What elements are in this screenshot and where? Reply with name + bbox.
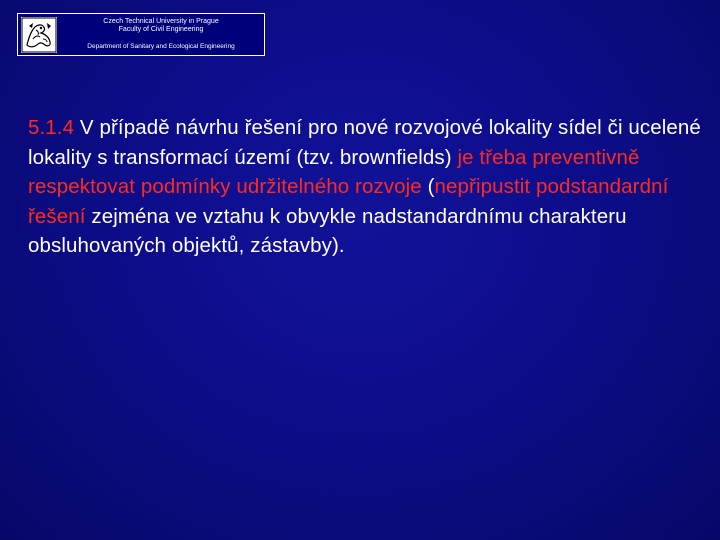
main-paragraph: [28, 113, 708, 261]
faculty-name: Faculty of Civil Engineering: [118, 26, 204, 33]
paragraph-text-3: zejména ve vztahu k obvykle nadstandardnímu charakteru obsluhovaných objektů, zástavby).: [28, 204, 627, 257]
section-number: 5.1.4: [28, 116, 75, 139]
paragraph-text-2: (: [421, 175, 435, 198]
university-seal-icon: [21, 17, 57, 53]
highlight-substandard: nepřipustit podstandardní řešení: [28, 175, 669, 228]
paragraph-text-1: V případě návrhu řešení pro nové rozvojové lokality sídel či ucelené lokality s transformací území (tzv. brownfields): [28, 116, 701, 169]
institution-header: [17, 13, 265, 56]
highlight-sustainability: je třeba preventivně respektovat podmínky udržitelného rozvoje: [28, 145, 640, 198]
department-name: Department of Sanitary and Ecological Engineering: [87, 43, 235, 50]
university-name: Czech Technical University in Prague: [103, 18, 219, 25]
